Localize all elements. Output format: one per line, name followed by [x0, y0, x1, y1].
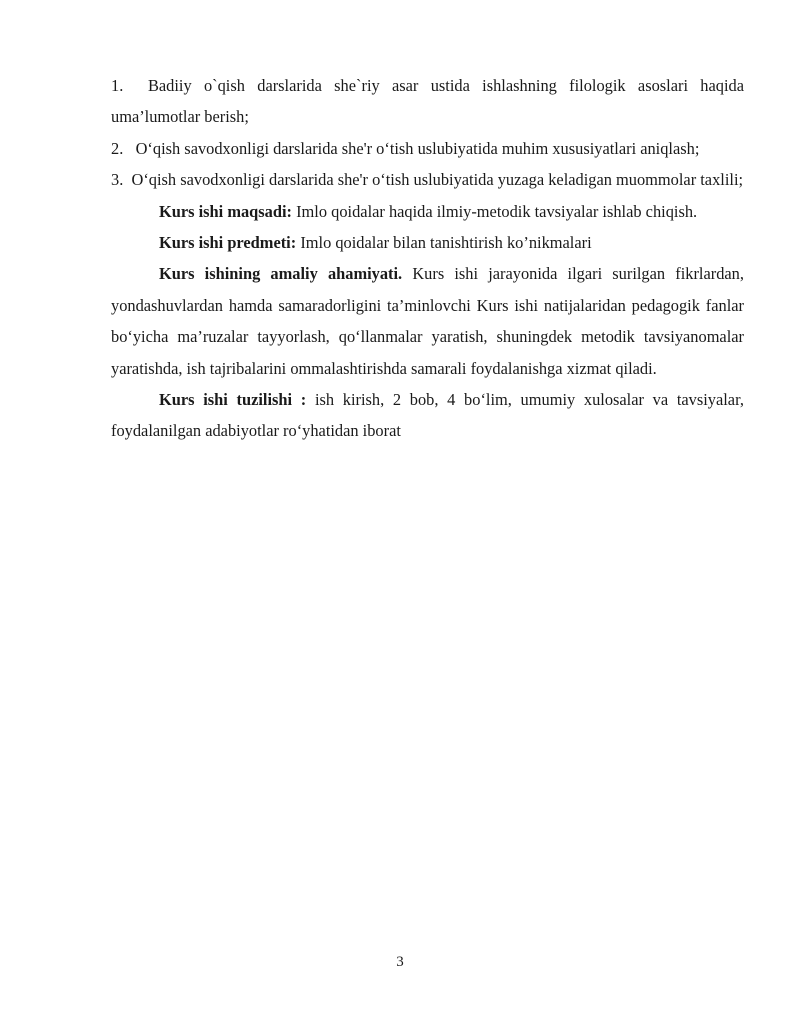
list-item-text: Badiiy o`qish darslarida she`riy asar ustida ishlashning filologik asoslari haqida uma’lumotlar berish; — [111, 76, 744, 127]
page-number: 3 — [396, 954, 404, 970]
list-item-text: O‘qish savodxonligi darslarida she'r o‘tish uslubiyatida muhim xususiyatlari aniqlash; — [135, 138, 700, 158]
section-label: Kurs ishi tuzilishi : — [159, 390, 307, 410]
section-label: Kurs ishi maqsadi: — [159, 201, 292, 221]
list-item-3 — [111, 164, 744, 195]
section-text: Imlo qoidalar haqida ilmiy-metodik tavsiyalar ishlab chiqish. — [296, 201, 698, 221]
section-tuzilishi — [111, 384, 744, 447]
list-item-2 — [111, 133, 744, 164]
document-body — [111, 70, 744, 447]
list-item-text: O‘qish savodxonligi darslarida she'r o‘tish uslubiyatida yuzaga keladigan muommolar taxlili; — [131, 170, 744, 190]
list-item-number: 2. — [111, 138, 124, 158]
section-predmeti — [111, 227, 744, 258]
section-text: ish kirish, 2 bob, 4 bo‘lim, umumiy xulosalar va tavsiyalar, foydalanilgan adabiyotlar ro‘yhatidan iborat — [111, 390, 744, 441]
section-label: Kurs ishi predmeti: — [159, 233, 297, 253]
list-item-number: 3. — [111, 170, 124, 190]
section-text: Imlo qoidalar bilan tanishtirish ko’nikmalari — [300, 233, 592, 253]
section-label: Kurs ishining amaliy ahamiyati. — [159, 264, 403, 284]
section-text: Kurs ishi jarayonida ilgari surilgan fikrlardan, yondashuvlardan hamda samaradorligini ta’minlovchi Kurs ishi natijalaridan pedagogik fanlar bo‘yicha ma’ruzalar tayyorlash, qo‘llanmalar yaratish, shuningdek metodik tavsiyanomalar yaratishda, ish tajribalarini ommalashtirishda samarali foydalanishga xizmat qiladi. — [111, 264, 744, 378]
section-maqsadi — [111, 196, 744, 227]
list-item-1 — [111, 70, 744, 133]
list-item-number: 1. — [111, 76, 124, 95]
section-amaliy — [111, 258, 744, 384]
